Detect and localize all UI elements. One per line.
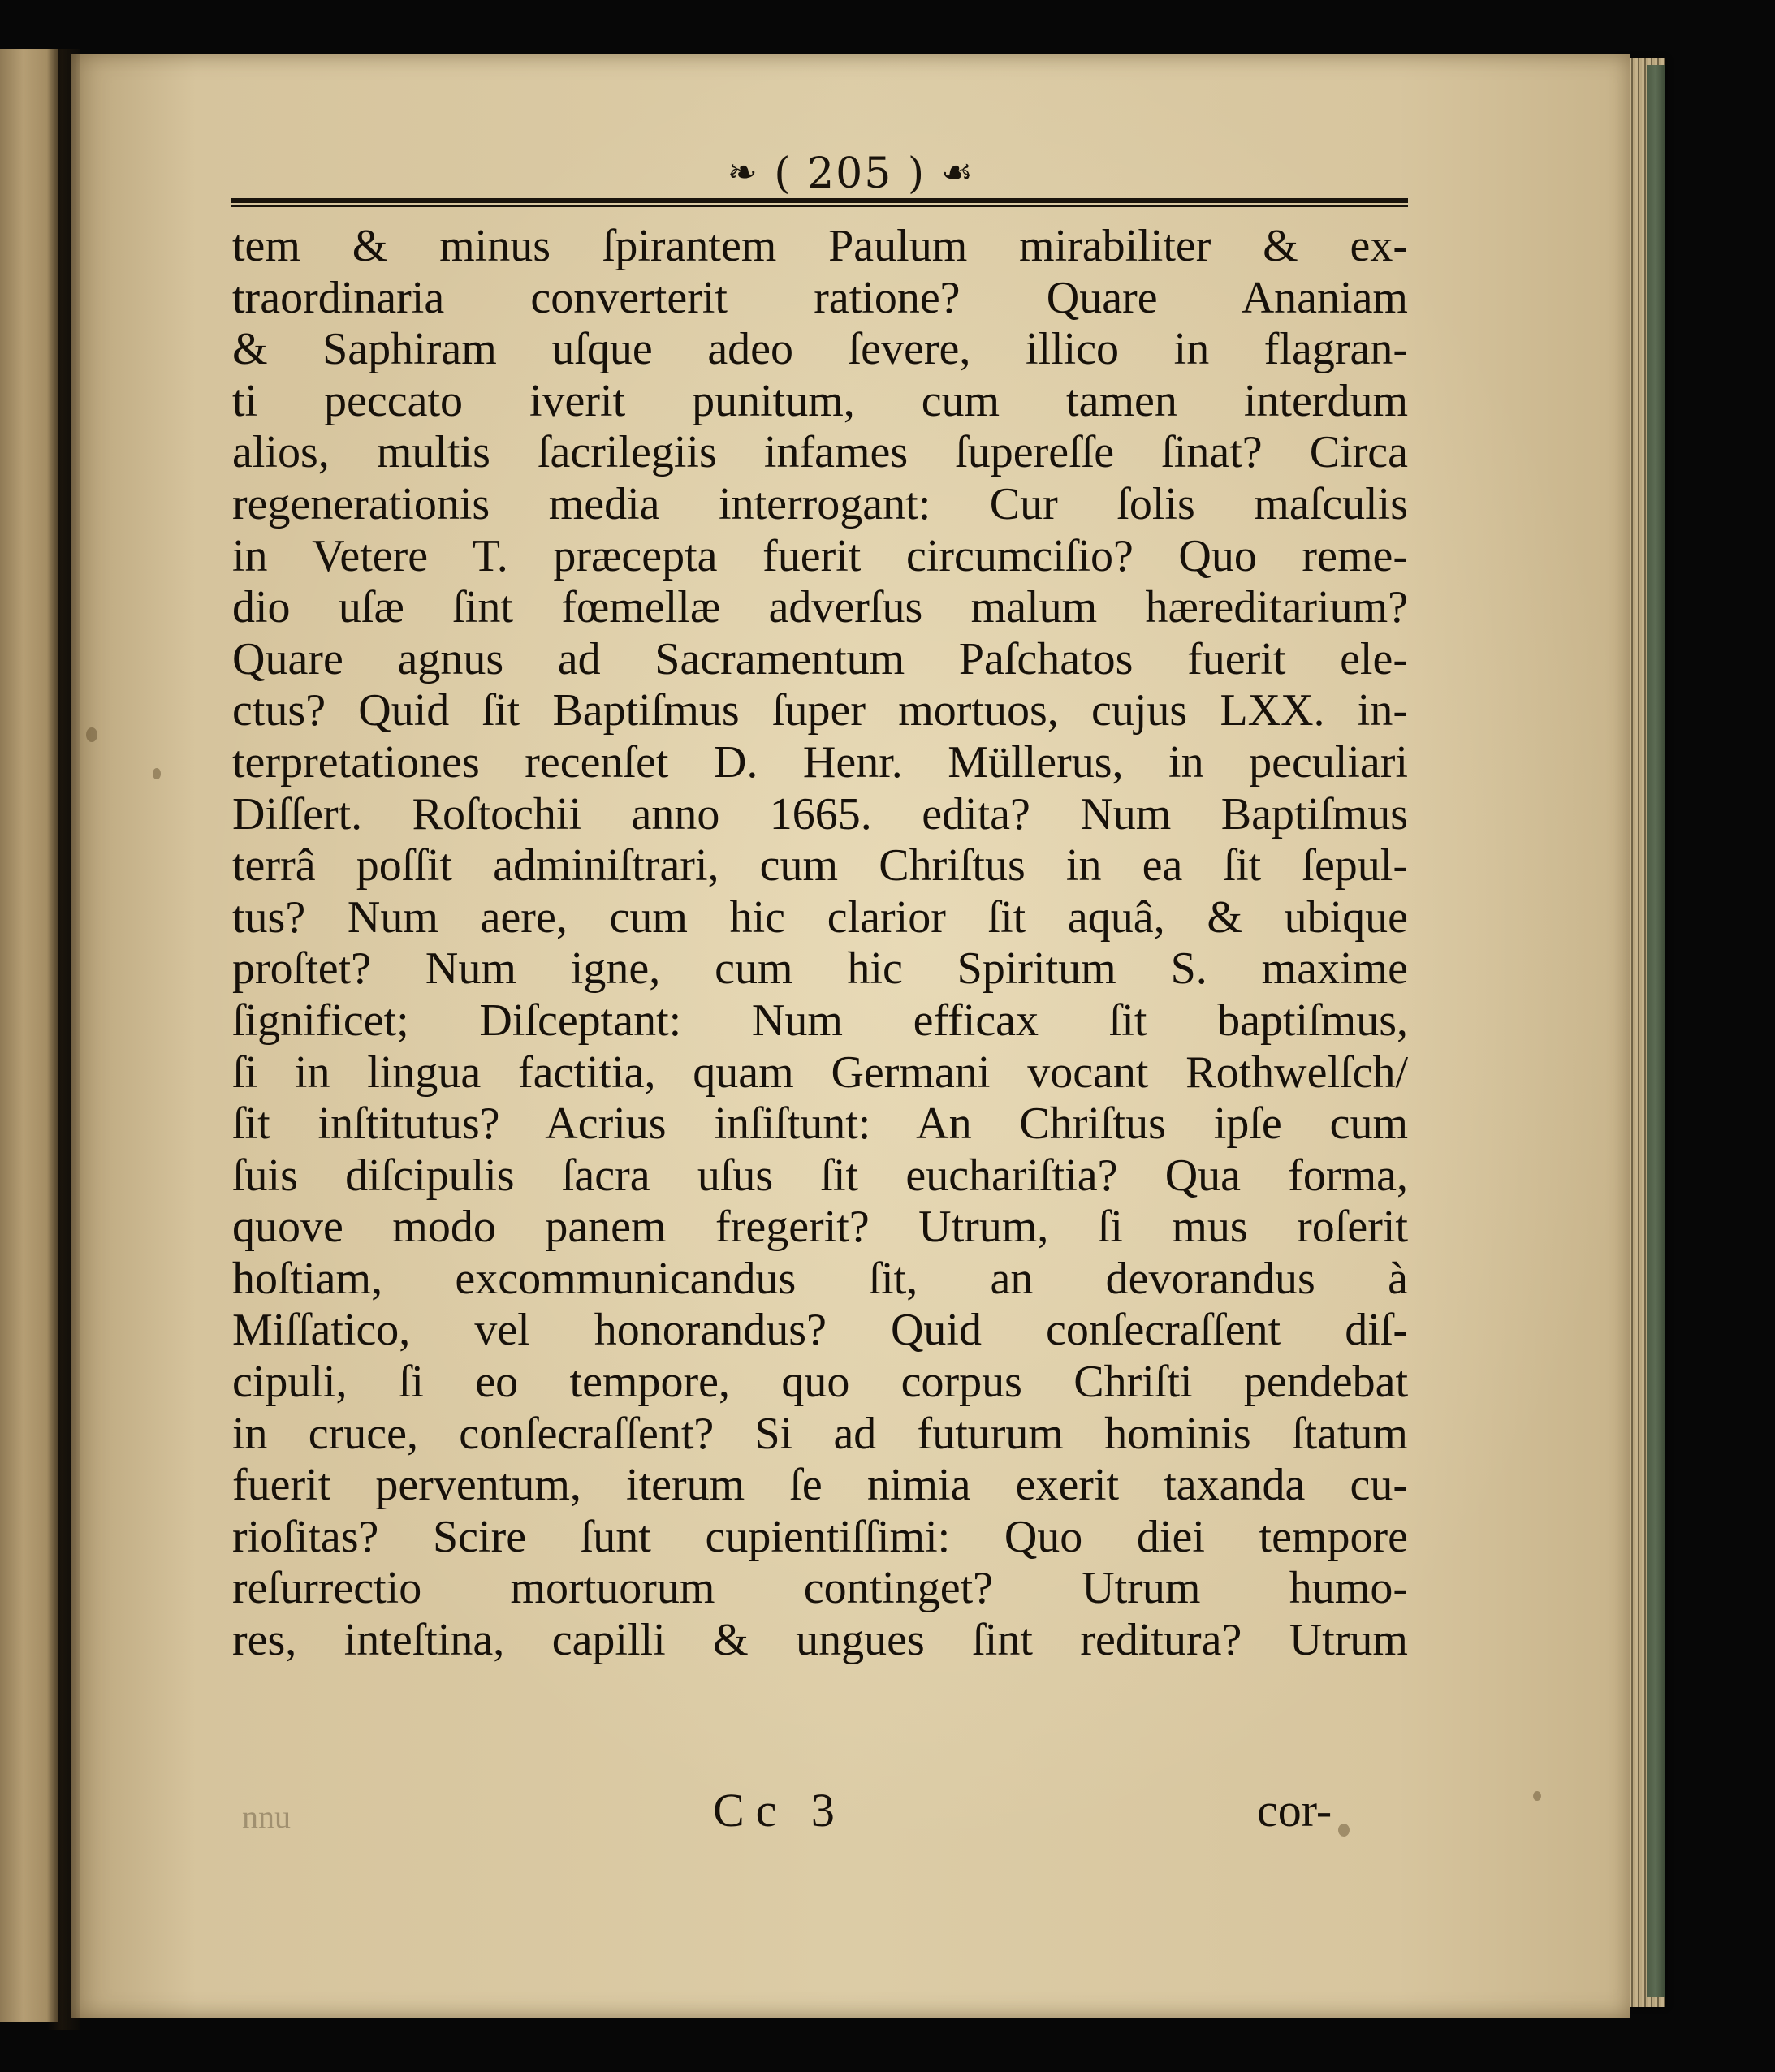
text-line: cipuli, ſi eo tempore, quo corpus Chriſti pendebat — [232, 1357, 1408, 1408]
text-line: terpretationes recenſet D. Henr. Müllerus, in peculiari — [232, 736, 1408, 788]
ornament-left: ❧ — [727, 152, 759, 193]
text-line: in Vetere T. præcepta fuerit circumciſio? Quo reme- — [232, 530, 1408, 581]
text-line: tus? Num aere, cum hic clarior ſit aquâ, & ubique — [232, 891, 1408, 943]
signature-mark: Cc 3 — [713, 1784, 846, 1837]
text-line: hoſtiam, excommunicandus ſit, an devorandus à — [232, 1253, 1408, 1304]
text-line: Miſſatico, vel honorandus? Quid conſecraſſent diſ- — [232, 1305, 1408, 1356]
text-line: ſuis diſcipulis ſacra uſus ſit euchariſtia? Qua forma, — [232, 1150, 1408, 1201]
text-line: regenerationis media interrogant: Cur ſolis maſculis — [232, 478, 1408, 529]
text-line: terrâ poſſit adminiſtrari, cum Chriſtus in ea ſit ſepul- — [232, 840, 1408, 891]
header-rule — [231, 198, 1408, 207]
text-line: & Saphiram uſque adeo ſevere, illico in flagran- — [232, 324, 1408, 375]
running-header — [71, 149, 1630, 198]
body-text — [232, 221, 1408, 1667]
text-line: ſit inſtitutus? Acrius inſiſtunt: An Chriſtus ipſe cum — [232, 1099, 1408, 1150]
text-line: ti peccato iverit punitum, cum tamen interdum — [232, 375, 1408, 426]
text-line: dio uſæ ſint fœmellæ adverſus malum hæreditarium? — [232, 582, 1408, 633]
foxing-spot — [86, 727, 97, 742]
text-line: proſtet? Num igne, cum hic Spiritum S. maxime — [232, 943, 1408, 995]
printed-page — [71, 54, 1630, 2018]
text-line: quove modo panem fregerit? Utrum, ſi mus roſerit — [232, 1202, 1408, 1253]
ornament-right: ☙ — [940, 152, 975, 193]
text-line: Diſſert. Roſtochii anno 1665. edita? Num Baptiſmus — [232, 788, 1408, 840]
binding-shadow — [47, 49, 80, 2030]
text-line: tem & minus ſpirantem Paulum mirabiliter & ex- — [232, 221, 1408, 271]
foxing-spot — [1338, 1824, 1350, 1837]
page-number: ( 205 ) — [774, 149, 926, 198]
text-line: ſignificet; Diſceptant: Num efficax ſit baptiſmus, — [232, 995, 1408, 1046]
text-line: ſi in lingua factitia, quam Germani vocant Rothwelſch/ — [232, 1047, 1408, 1098]
catchword: cor- — [1257, 1784, 1332, 1837]
foxing-spot — [153, 768, 161, 779]
text-line: alios, multis ſacrilegiis infames ſupereſſe ſinat? Circa — [232, 427, 1408, 478]
text-line: Quare agnus ad Sacramentum Paſchatos fuerit ele- — [232, 633, 1408, 684]
text-line: rioſitas? Scire ſunt cupientiſſimi: Quo diei tempore — [232, 1511, 1408, 1562]
text-line: reſurrectio mortuorum continget? Utrum humo- — [232, 1563, 1408, 1614]
book-cover-edge — [1647, 65, 1665, 1997]
text-line: res, inteſtina, capilli & ungues ſint reditura? Utrum — [232, 1615, 1408, 1666]
bleed-through-text: nnu — [242, 1798, 291, 1835]
text-line: in cruce, conſecraſſent? Si ad futurum hominis ſtatum — [232, 1408, 1408, 1459]
foxing-spot — [1533, 1791, 1541, 1801]
text-line: ctus? Quid ſit Baptiſmus ſuper mortuos, cujus LXX. in- — [232, 685, 1408, 736]
text-line: traordinaria converterit ratione? Quare Ananiam — [232, 272, 1408, 323]
text-line: fuerit perventum, iterum ſe nimia exerit taxanda cu- — [232, 1460, 1408, 1511]
